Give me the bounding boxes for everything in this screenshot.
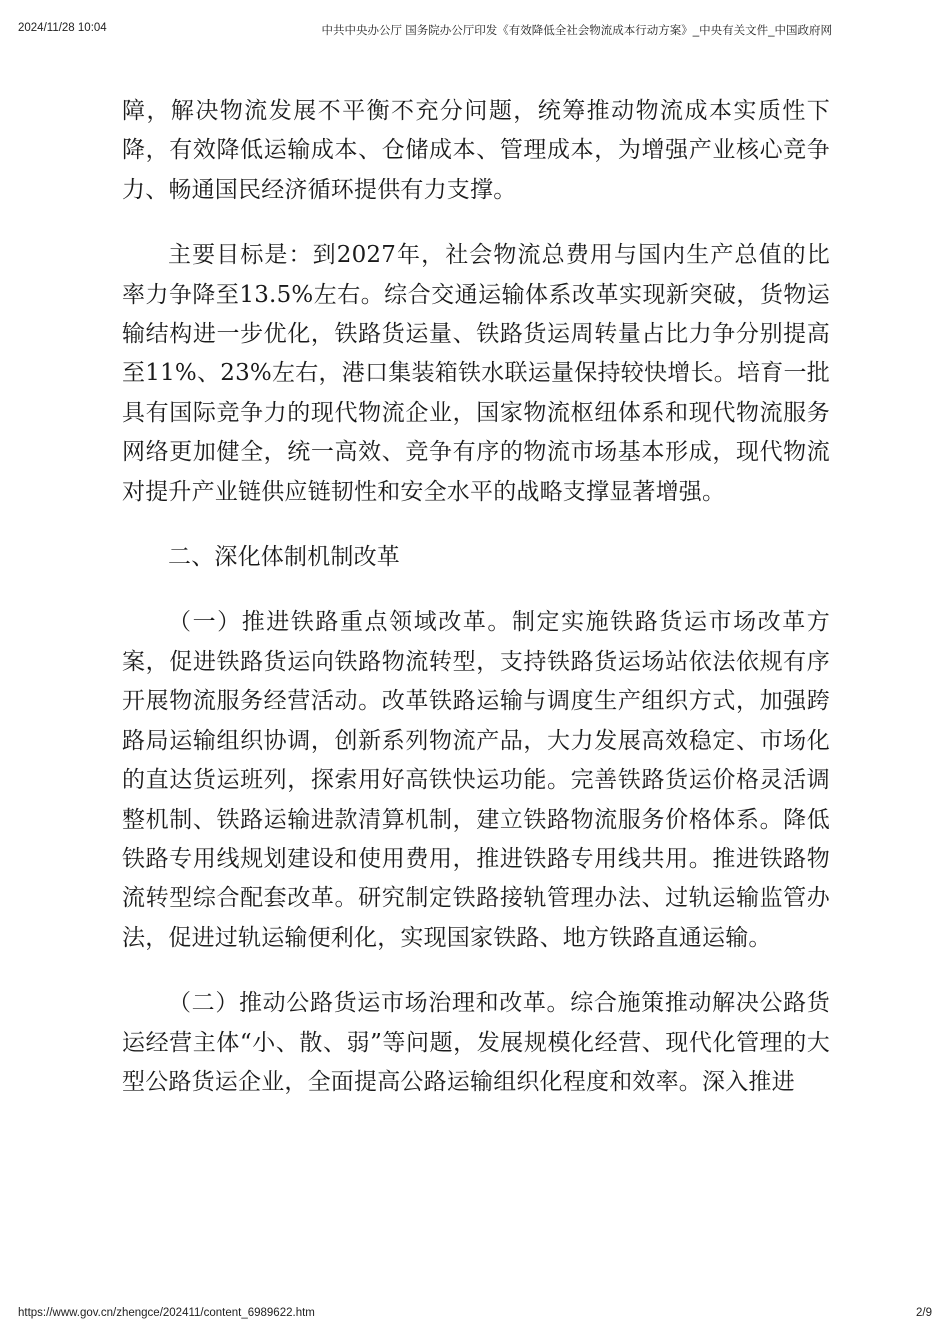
document-body [122, 92, 830, 1128]
paragraph-railway-reform: （一）推进铁路重点领域改革。制定实施铁路货运市场改革方案，促进铁路货运向铁路物流转型，支持铁路货运场站依法依规有序开展物流服务经营活动。改革铁路运输与调度生产组织方式，加强跨路局运输组织协调，创新系列物流产品，大力发展高效稳定、市场化的直达货运班列，探索用好高铁快运功能。完善铁路货运价格灵活调整机制、铁路运输进款清算机制，建立铁路物流服务价格体系。降低铁路专用线规划建设和使用费用，推进铁路专用线共用。推进铁路物流转型综合配套改革。研究制定铁路接轨管理办法、过轨运输监管办法，促进过轨运输便利化，实现国家铁路、地方铁路直通运输。 [122, 609, 830, 951]
print-footer [0, 1300, 950, 1330]
page-number: 2/9 [916, 1307, 932, 1319]
print-header [0, 0, 950, 40]
page-url: https://www.gov.cn/zhengce/202411/content_6989622.htm [18, 1307, 315, 1319]
section-heading: 二、深化体制机制改革 [168, 544, 400, 571]
paragraph-continued: 障，解决物流发展不平衡不充分问题，统筹推动物流成本实质性下降，有效降低运输成本、仓储成本、管理成本，为增强产业核心竞争力、畅通国民经济循环提供有力支撑。 [122, 98, 830, 203]
paragraph-highway-reform: （二）推动公路货运市场治理和改革。综合施策推动解决公路货运经营主体“小、散、弱”等问题，发展规模化经营、现代化管理的大型公路货运企业，全面提高公路运输组织化程度和效率。深入推进 [122, 990, 830, 1095]
print-page-title: 中共中央办公厅 国务院办公厅印发《有效降低全社会物流成本行动方案》_中央有关文件_中国政府网 [321, 25, 832, 37]
paragraph-main-goals: 主要目标是：到2027年，社会物流总费用与国内生产总值的比率力争降至13.5%左右。综合交通运输体系改革实现新突破，货物运输结构进一步优化，铁路货运量、铁路货运周转量占比力争分别提高至11%、23%左右，港口集装箱铁水联运量保持较快增长。培育一批具有国际竞争力的现代物流企业，国家物流枢纽体系和现代物流服务网络更加健全，统一高效、竞争有序的物流市场基本形成，现代物流对提升产业链供应链韧性和安全水平的战略支撑显著增强。 [122, 242, 830, 505]
print-timestamp: 2024/11/28 10:04 [18, 22, 107, 34]
